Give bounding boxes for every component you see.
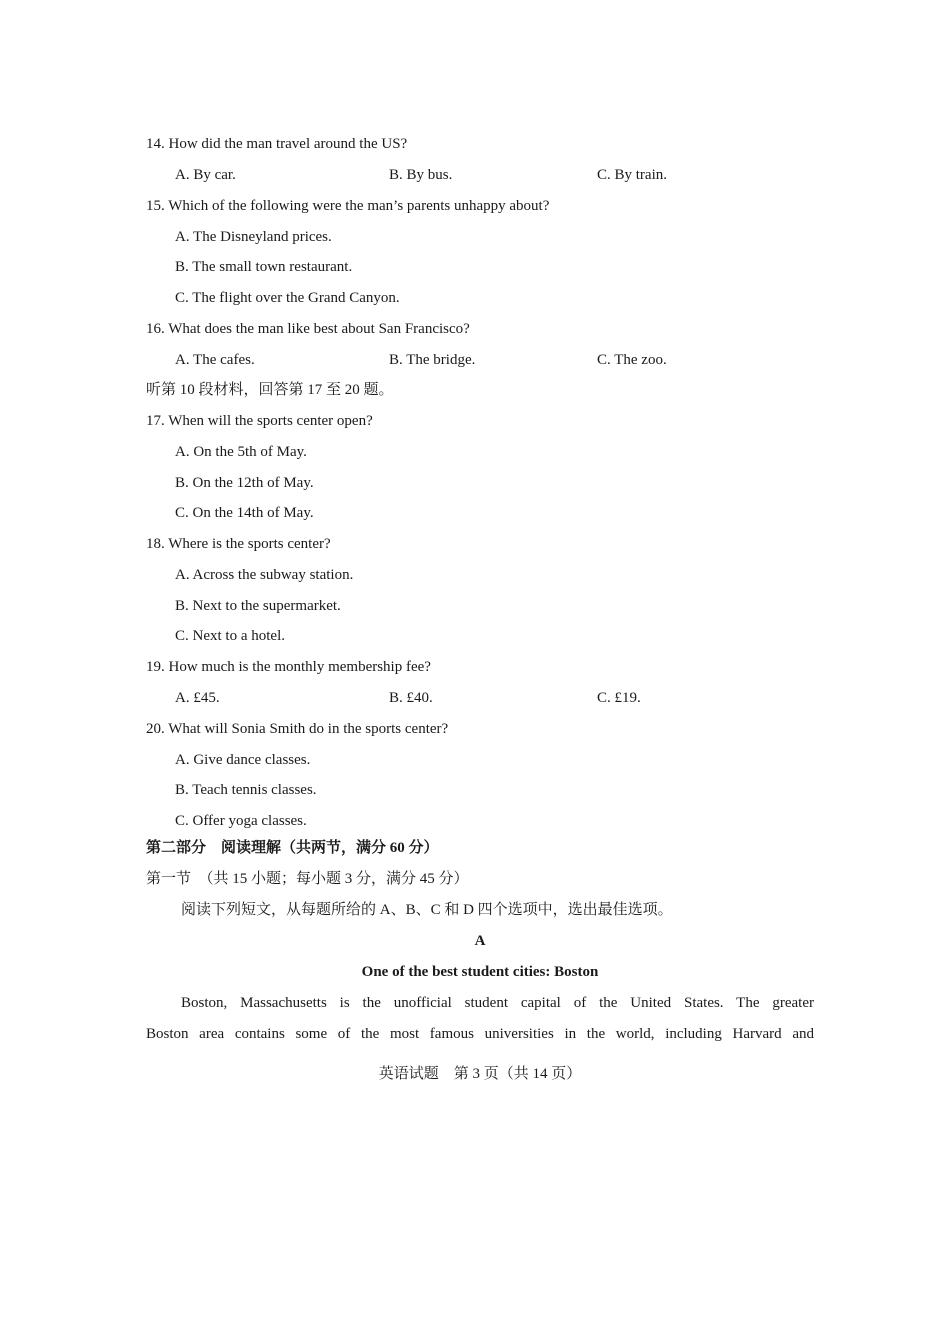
question-18-stem: 18. Where is the sports center? (146, 536, 331, 552)
question-15-option-a: A. The Disneyland prices. (175, 229, 332, 245)
question-16-option-b: B. The bridge. (389, 352, 476, 368)
passage-letter: A (474, 933, 486, 949)
question-19-option-b: B. £40. (389, 690, 433, 706)
part-2-title: 第二部分 阅读理解（共两节，满分 60 分） (146, 840, 439, 856)
section-1-title: 第一节 （共 15 小题；每小题 3 分，满分 45 分） (146, 871, 469, 887)
question-19-stem: 19. How much is the monthly membership fee? (146, 659, 431, 675)
question-18-option-c: C. Next to a hotel. (175, 628, 285, 644)
question-19-option-c: C. £19. (597, 690, 641, 706)
question-20-stem: 20. What will Sonia Smith do in the sports center? (146, 721, 449, 737)
reading-instruction: 阅读下列短文，从每题所给的 A、B、C 和 D 四个选项中，选出最佳选项。 (181, 902, 673, 918)
question-18-option-b: B. Next to the supermarket. (175, 598, 341, 614)
question-16-stem: 16. What does the man like best about San Francisco? (146, 321, 470, 337)
question-17-stem: 17. When will the sports center open? (146, 413, 373, 429)
question-15-stem: 15. Which of the following were the man’s parents unhappy about? (146, 198, 550, 214)
listening-instruction: 听第 10 段材料，回答第 17 至 20 题。 (146, 382, 394, 398)
question-15-option-b: B. The small town restaurant. (175, 259, 353, 275)
question-19-option-a: A. £45. (175, 690, 220, 706)
question-16-option-c: C. The zoo. (597, 352, 667, 368)
question-14-option-a: A. By car. (175, 167, 236, 183)
question-14-stem: 14. How did the man travel around the US? (146, 136, 408, 152)
question-14-option-c: C. By train. (597, 167, 667, 183)
question-20-option-a: A. Give dance classes. (175, 752, 311, 768)
passage-text-line-1: Boston, Massachusetts is the unofficial student capital of the United States. The greater (181, 995, 814, 1011)
question-20-option-c: C. Offer yoga classes. (175, 813, 307, 829)
question-17-option-c: C. On the 14th of May. (175, 505, 314, 521)
passage-title: One of the best student cities: Boston (361, 964, 599, 980)
question-16-option-a: A. The cafes. (175, 352, 255, 368)
question-17-option-b: B. On the 12th of May. (175, 475, 314, 491)
page-footer: 英语试题 第 3 页（共 14 页） (378, 1066, 582, 1082)
question-20-option-b: B. Teach tennis classes. (175, 782, 317, 798)
question-15-option-c: C. The flight over the Grand Canyon. (175, 290, 400, 306)
question-17-option-a: A. On the 5th of May. (175, 444, 307, 460)
passage-text-line-2: Boston area contains some of the most famous universities in the world, including Harvard and (146, 1026, 814, 1042)
question-18-option-a: A. Across the subway station. (175, 567, 354, 583)
question-14-option-b: B. By bus. (389, 167, 453, 183)
